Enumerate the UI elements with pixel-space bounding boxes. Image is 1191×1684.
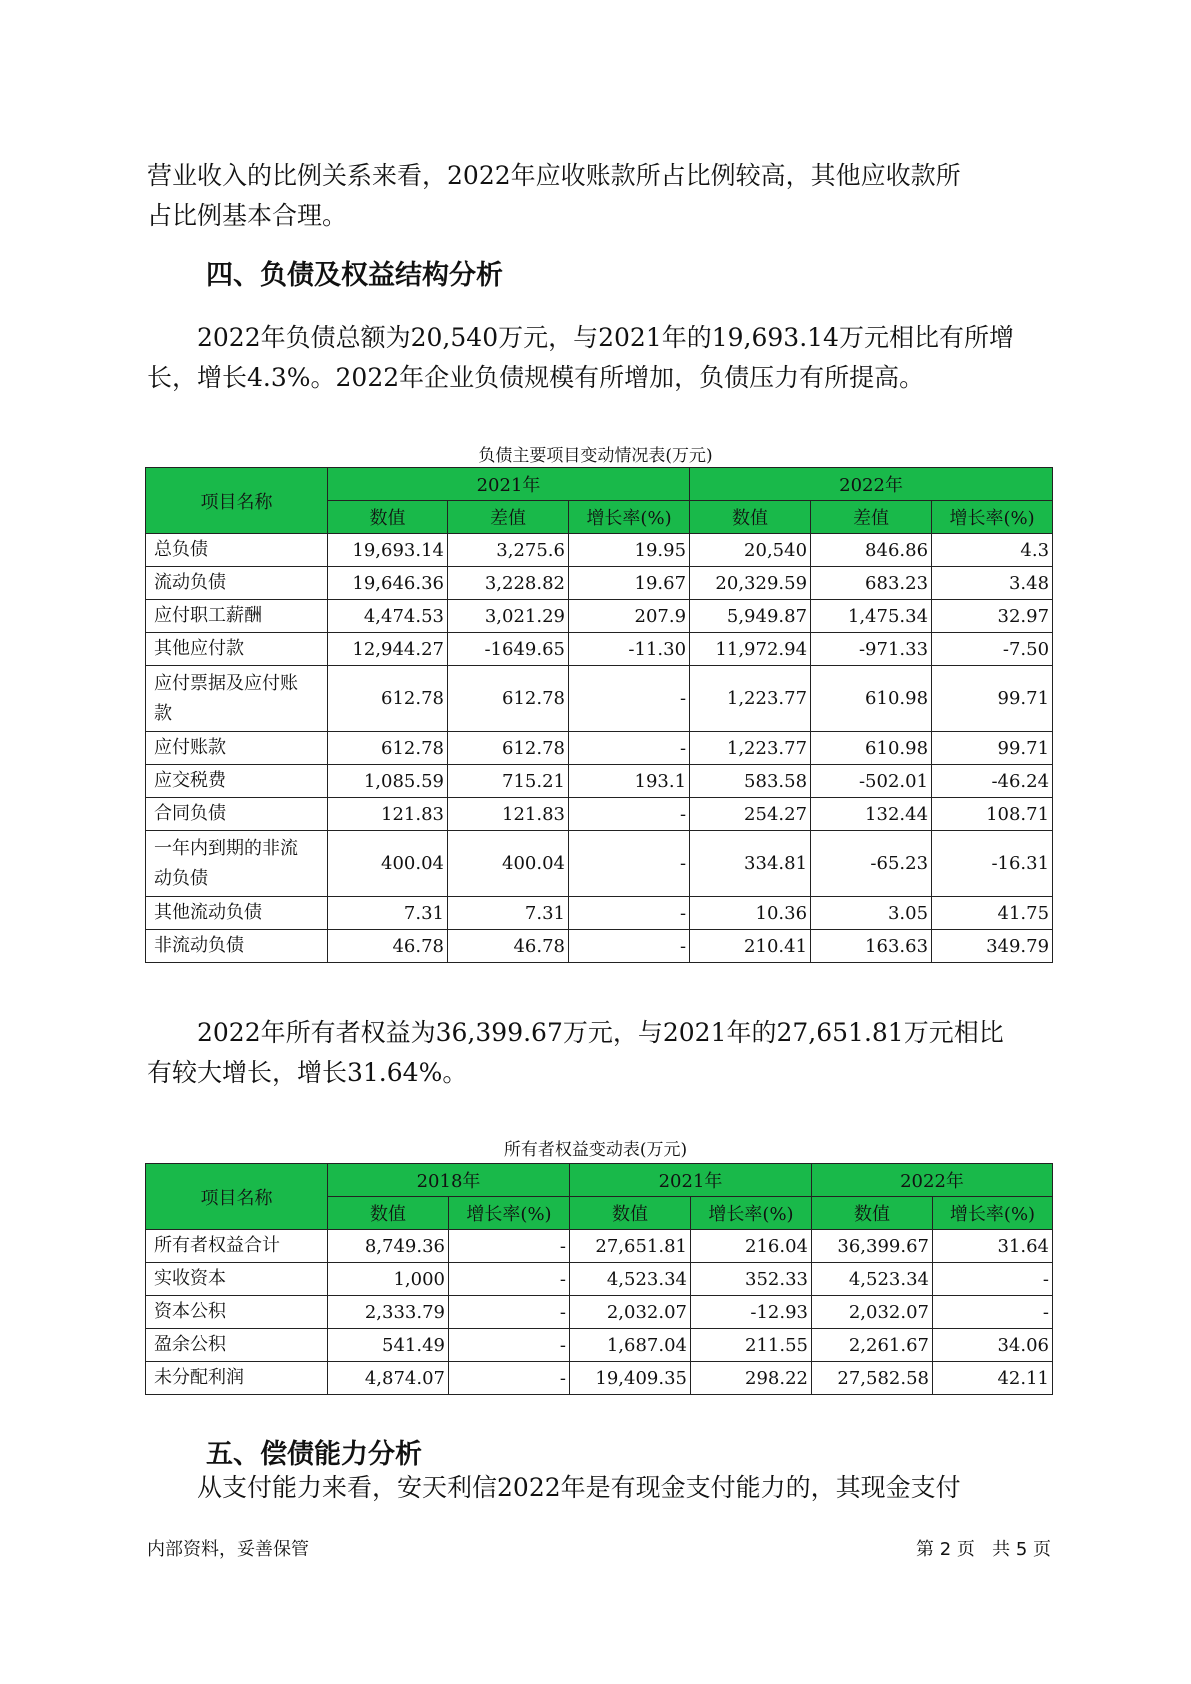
text-line: 长，增长4.3%。2022年企业负债规模有所增加，负债压力有所提高。: [147, 363, 925, 392]
cell: 683.23: [811, 567, 932, 600]
cell: 352.33: [691, 1263, 812, 1296]
text-line: 占比例基本合理。: [147, 201, 348, 230]
table-row: [146, 732, 1053, 765]
column-header: 增长率(%): [569, 501, 690, 534]
row-label: 所有者权益合计: [146, 1230, 328, 1263]
section-heading-solvency: 五、偿债能力分析: [206, 1439, 422, 1470]
cell: -502.01: [811, 765, 932, 798]
cell: 4,523.34: [812, 1263, 933, 1296]
cell: -: [569, 732, 690, 765]
table-row: [146, 1329, 1053, 1362]
cell: 610.98: [811, 732, 932, 765]
cell: -: [569, 897, 690, 930]
item-name-header: 项目名称: [146, 468, 328, 534]
cell: -: [449, 1296, 570, 1329]
cell: 19,693.14: [328, 534, 448, 567]
cell: -: [449, 1230, 570, 1263]
cell: 108.71: [932, 798, 1053, 831]
cell: 4,523.34: [570, 1263, 691, 1296]
text-line: 营业收入的比例关系来看，2022年应收账款所占比例较高，其他应收款所: [147, 161, 961, 190]
row-label: 总负债: [146, 534, 328, 567]
table-row: [146, 798, 1053, 831]
table-row: [146, 1362, 1053, 1395]
cell: 254.27: [690, 798, 811, 831]
cell: 612.78: [328, 666, 448, 732]
table-caption-equity: 所有者权益变动表(万元): [503, 1140, 688, 1160]
table-row: [146, 930, 1053, 963]
text-line: 2022年所有者权益为36,399.67万元，与2021年的27,651.81万元相比: [147, 1018, 1004, 1047]
cell: 3.05: [811, 897, 932, 930]
cell: 3,021.29: [448, 600, 569, 633]
cell: 193.1: [569, 765, 690, 798]
paragraph-receivables: [147, 156, 1047, 236]
cell: 612.78: [448, 666, 569, 732]
year-header: 2021年: [570, 1164, 812, 1197]
cell: 207.9: [569, 600, 690, 633]
cell: 2,032.07: [570, 1296, 691, 1329]
paragraph-liabilities: [147, 318, 1047, 398]
footer-page-number: 第 2 页 共 5 页: [916, 1539, 1051, 1560]
column-header: 增长率(%): [449, 1197, 570, 1230]
cell: 400.04: [448, 831, 569, 897]
cell: 31.64: [933, 1230, 1053, 1263]
cell: -16.31: [932, 831, 1053, 897]
year-header: 2021年: [328, 468, 690, 501]
cell: -65.23: [811, 831, 932, 897]
column-header: 增长率(%): [933, 1197, 1053, 1230]
cell: 27,582.58: [812, 1362, 933, 1395]
year-header: 2022年: [812, 1164, 1053, 1197]
cell: 163.63: [811, 930, 932, 963]
cell: -: [933, 1263, 1053, 1296]
cell: -46.24: [932, 765, 1053, 798]
row-label: 应交税费: [146, 765, 328, 798]
cell: 210.41: [690, 930, 811, 963]
cell: 99.71: [932, 732, 1053, 765]
text-line: 2022年负债总额为20,540万元，与2021年的19,693.14万元相比有所增: [147, 323, 1014, 352]
cell: 8,749.36: [328, 1230, 449, 1263]
row-label: 实收资本: [146, 1263, 328, 1296]
row-label: 应付账款: [146, 732, 328, 765]
section-heading-liabilities: 四、负债及权益结构分析: [206, 260, 503, 291]
cell: 400.04: [328, 831, 448, 897]
table-row: [146, 1230, 1053, 1263]
row-label-line: 款: [154, 702, 172, 724]
row-label: 未分配利润: [146, 1362, 328, 1395]
cell: 19,646.36: [328, 567, 448, 600]
cell: 3,275.6: [448, 534, 569, 567]
cell: 612.78: [328, 732, 448, 765]
column-header: 数值: [812, 1197, 933, 1230]
cell: -11.30: [569, 633, 690, 666]
cell: 19.95: [569, 534, 690, 567]
table-row: [146, 831, 1053, 897]
table-row: [146, 1296, 1053, 1329]
row-label: 盈余公积: [146, 1329, 328, 1362]
cell: 1,085.59: [328, 765, 448, 798]
text-line: 从支付能力来看，安天利信2022年是有现金支付能力的，其现金支付: [147, 1473, 961, 1502]
table-row: [146, 1263, 1053, 1296]
column-header: 数值: [570, 1197, 691, 1230]
cell: 132.44: [811, 798, 932, 831]
cell: 1,223.77: [690, 732, 811, 765]
cell: 2,032.07: [812, 1296, 933, 1329]
year-header: 2022年: [690, 468, 1053, 501]
cell: 46.78: [328, 930, 448, 963]
cell: 36,399.67: [812, 1230, 933, 1263]
row-label: 资本公积: [146, 1296, 328, 1329]
paragraph-solvency: [147, 1468, 1047, 1508]
cell: -7.50: [932, 633, 1053, 666]
item-name-header: 项目名称: [146, 1164, 328, 1230]
cell: 4,474.53: [328, 600, 448, 633]
cell: 1,000: [328, 1263, 449, 1296]
cell: 3,228.82: [448, 567, 569, 600]
cell: 216.04: [691, 1230, 812, 1263]
row-label: 应付职工薪酬: [146, 600, 328, 633]
row-label: 合同负债: [146, 798, 328, 831]
cell: 19,409.35: [570, 1362, 691, 1395]
row-label: 流动负债: [146, 567, 328, 600]
cell: 7.31: [328, 897, 448, 930]
row-label: 其他流动负债: [146, 897, 328, 930]
cell: 20,329.59: [690, 567, 811, 600]
cell: 2,261.67: [812, 1329, 933, 1362]
footer-confidential-note: 内部资料，妥善保管: [147, 1539, 309, 1560]
cell: 7.31: [448, 897, 569, 930]
cell: 334.81: [690, 831, 811, 897]
table-caption-liabilities: 负债主要项目变动情况表(万元): [478, 446, 713, 466]
cell: 541.49: [328, 1329, 449, 1362]
table-row: [146, 534, 1053, 567]
cell: 121.83: [328, 798, 448, 831]
paragraph-equity: [147, 1013, 1047, 1093]
cell: 19.67: [569, 567, 690, 600]
cell: 12,944.27: [328, 633, 448, 666]
column-header: 数值: [690, 501, 811, 534]
row-label-line: 应付票据及应付账: [154, 672, 298, 694]
cell: -971.33: [811, 633, 932, 666]
column-header: 增长率(%): [691, 1197, 812, 1230]
cell: 846.86: [811, 534, 932, 567]
cell: -: [569, 666, 690, 732]
cell: 4.3: [932, 534, 1053, 567]
column-header: 数值: [328, 1197, 449, 1230]
cell: 121.83: [448, 798, 569, 831]
table-row: [146, 600, 1053, 633]
cell: 583.58: [690, 765, 811, 798]
cell: -: [449, 1329, 570, 1362]
row-label-line: 一年内到期的非流: [154, 837, 298, 859]
cell: 211.55: [691, 1329, 812, 1362]
cell: 2,333.79: [328, 1296, 449, 1329]
cell: 715.21: [448, 765, 569, 798]
cell: -: [449, 1362, 570, 1395]
cell: 612.78: [448, 732, 569, 765]
row-label: 非流动负债: [146, 930, 328, 963]
cell: 34.06: [933, 1329, 1053, 1362]
cell: 41.75: [932, 897, 1053, 930]
table-row: [146, 633, 1053, 666]
cell: 610.98: [811, 666, 932, 732]
cell: 1,223.77: [690, 666, 811, 732]
liability-table: [145, 467, 1053, 963]
cell: 42.11: [933, 1362, 1053, 1395]
cell: -1649.65: [448, 633, 569, 666]
cell: -12.93: [691, 1296, 812, 1329]
cell: 99.71: [932, 666, 1053, 732]
cell: 298.22: [691, 1362, 812, 1395]
cell: 1,475.34: [811, 600, 932, 633]
row-label: [146, 666, 328, 732]
cell: 10.36: [690, 897, 811, 930]
table-row: [146, 897, 1053, 930]
equity-table: [145, 1163, 1053, 1395]
cell: -: [569, 831, 690, 897]
cell: 27,651.81: [570, 1230, 691, 1263]
row-label: [146, 831, 328, 897]
cell: -: [449, 1263, 570, 1296]
cell: 32.97: [932, 600, 1053, 633]
cell: -: [569, 798, 690, 831]
table-row: [146, 765, 1053, 798]
table-row: [146, 567, 1053, 600]
cell: -: [569, 930, 690, 963]
cell: 4,874.07: [328, 1362, 449, 1395]
cell: 11,972.94: [690, 633, 811, 666]
column-header: 差值: [811, 501, 932, 534]
text-line: 有较大增长，增长31.64%。: [147, 1058, 468, 1087]
cell: 46.78: [448, 930, 569, 963]
year-header: 2018年: [328, 1164, 570, 1197]
column-header: 增长率(%): [932, 501, 1053, 534]
cell: 3.48: [932, 567, 1053, 600]
column-header: 数值: [328, 501, 448, 534]
cell: -: [933, 1296, 1053, 1329]
cell: 1,687.04: [570, 1329, 691, 1362]
column-header: 差值: [448, 501, 569, 534]
cell: 349.79: [932, 930, 1053, 963]
cell: 5,949.87: [690, 600, 811, 633]
row-label-line: 动负债: [154, 867, 208, 889]
cell: 20,540: [690, 534, 811, 567]
row-label: 其他应付款: [146, 633, 328, 666]
table-row: [146, 666, 1053, 732]
